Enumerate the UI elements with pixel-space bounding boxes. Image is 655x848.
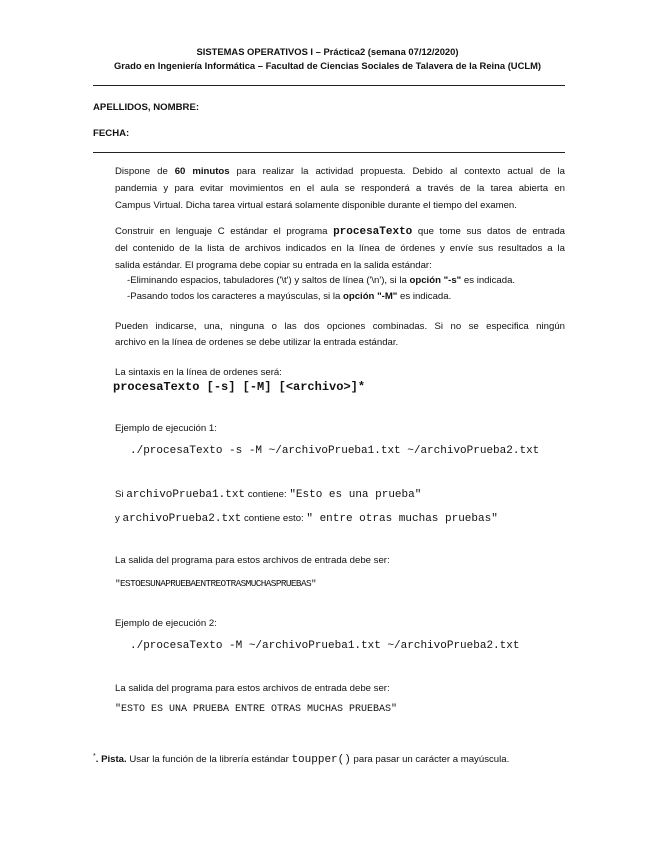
options-line-2: archivo en la línea de ordenes se debe utilizar la entrada estándar.: [115, 337, 399, 348]
syntax-label: La sintaxis en la línea de ordenes será:: [115, 367, 282, 378]
example-1-file-1-line: Si archivoPrueba1.txt contiene: "Esto es una prueba": [115, 489, 422, 501]
date-field-label: FECHA:: [93, 128, 130, 139]
option-s-item: -Eliminando espacios, tabuladores ('\t') y saltos de línea ('\n'), si la opción "-s" es indicada.: [127, 275, 516, 286]
example-2-label: Ejemplo de ejecución 2:: [115, 618, 217, 629]
option-m-item: -Pasando todos los caracteres a mayúsculas, si la opción "-M" es indicada.: [127, 291, 452, 302]
hint-note: *. Pista. Usar la función de la librería estándar toupper() para pasar un carácter a mayúscula.: [93, 753, 510, 767]
example-1-command: ./procesaTexto -s -M ~/archivoPrueba1.txt ~/archivoPrueba2.txt: [130, 445, 540, 457]
document-subtitle: Grado en Ingeniería Informática – Facultad de Ciencias Sociales de Talavera de la Reina (UCLM): [113, 60, 542, 71]
task-line-1: Construir en lenguaje C estándar el programa procesaTexto que tome sus datos de entrada: [115, 226, 565, 238]
example-1-file-2-line: y archivoPrueba2.txt contiene esto: " entre otras muchas pruebas": [115, 513, 498, 525]
task-line-3: salida estándar. El programa debe copiar su entrada en la salida estándar:: [115, 260, 432, 271]
example-1-label: Ejemplo de ejecución 1:: [115, 423, 217, 434]
example-2-output: "ESTO ES UNA PRUEBA ENTRE OTRAS MUCHAS PRUEBAS": [115, 704, 398, 715]
example-2-output-label: La salida del programa para estos archivos de entrada debe ser:: [115, 683, 390, 694]
example-1-output: "ESTOESUNAPRUEBAENTREOTRASMUCHASPRUEBAS": [115, 578, 317, 589]
document-title: SISTEMAS OPERATIVOS I – Práctica2 (semana 07/12/2020): [196, 46, 459, 57]
intro-line-2: pandemia y para evitar movimientos en el aula se responderá a través de la tarea abierta en: [115, 183, 565, 194]
intro-line-1: Dispone de 60 minutos para realizar la actividad propuesta. Debido al contexto actual de la: [115, 166, 565, 177]
example-1-output-label: La salida del programa para estos archivos de entrada debe ser:: [115, 555, 390, 566]
task-line-2: del contenido de la lista de archivos indicados en la línea de órdenes y envíe sus resultados a la: [115, 243, 565, 254]
name-field-label: APELLIDOS, NOMBRE:: [93, 102, 200, 113]
example-2-command: ./procesaTexto -M ~/archivoPrueba1.txt ~/archivoPrueba2.txt: [130, 640, 520, 652]
header-divider: [93, 85, 565, 86]
syntax-code: procesaTexto [-s] [-M] [<archivo>]*: [113, 380, 366, 394]
intro-line-3: Campus Virtual. Dicha tarea virtual estará solamente disponible durante el tiempo del examen.: [115, 200, 517, 211]
fields-divider: [93, 152, 565, 153]
options-line-1: Pueden indicarse, una, ninguna o las dos opciones combinadas. Si no se especifica ningún: [115, 321, 565, 332]
